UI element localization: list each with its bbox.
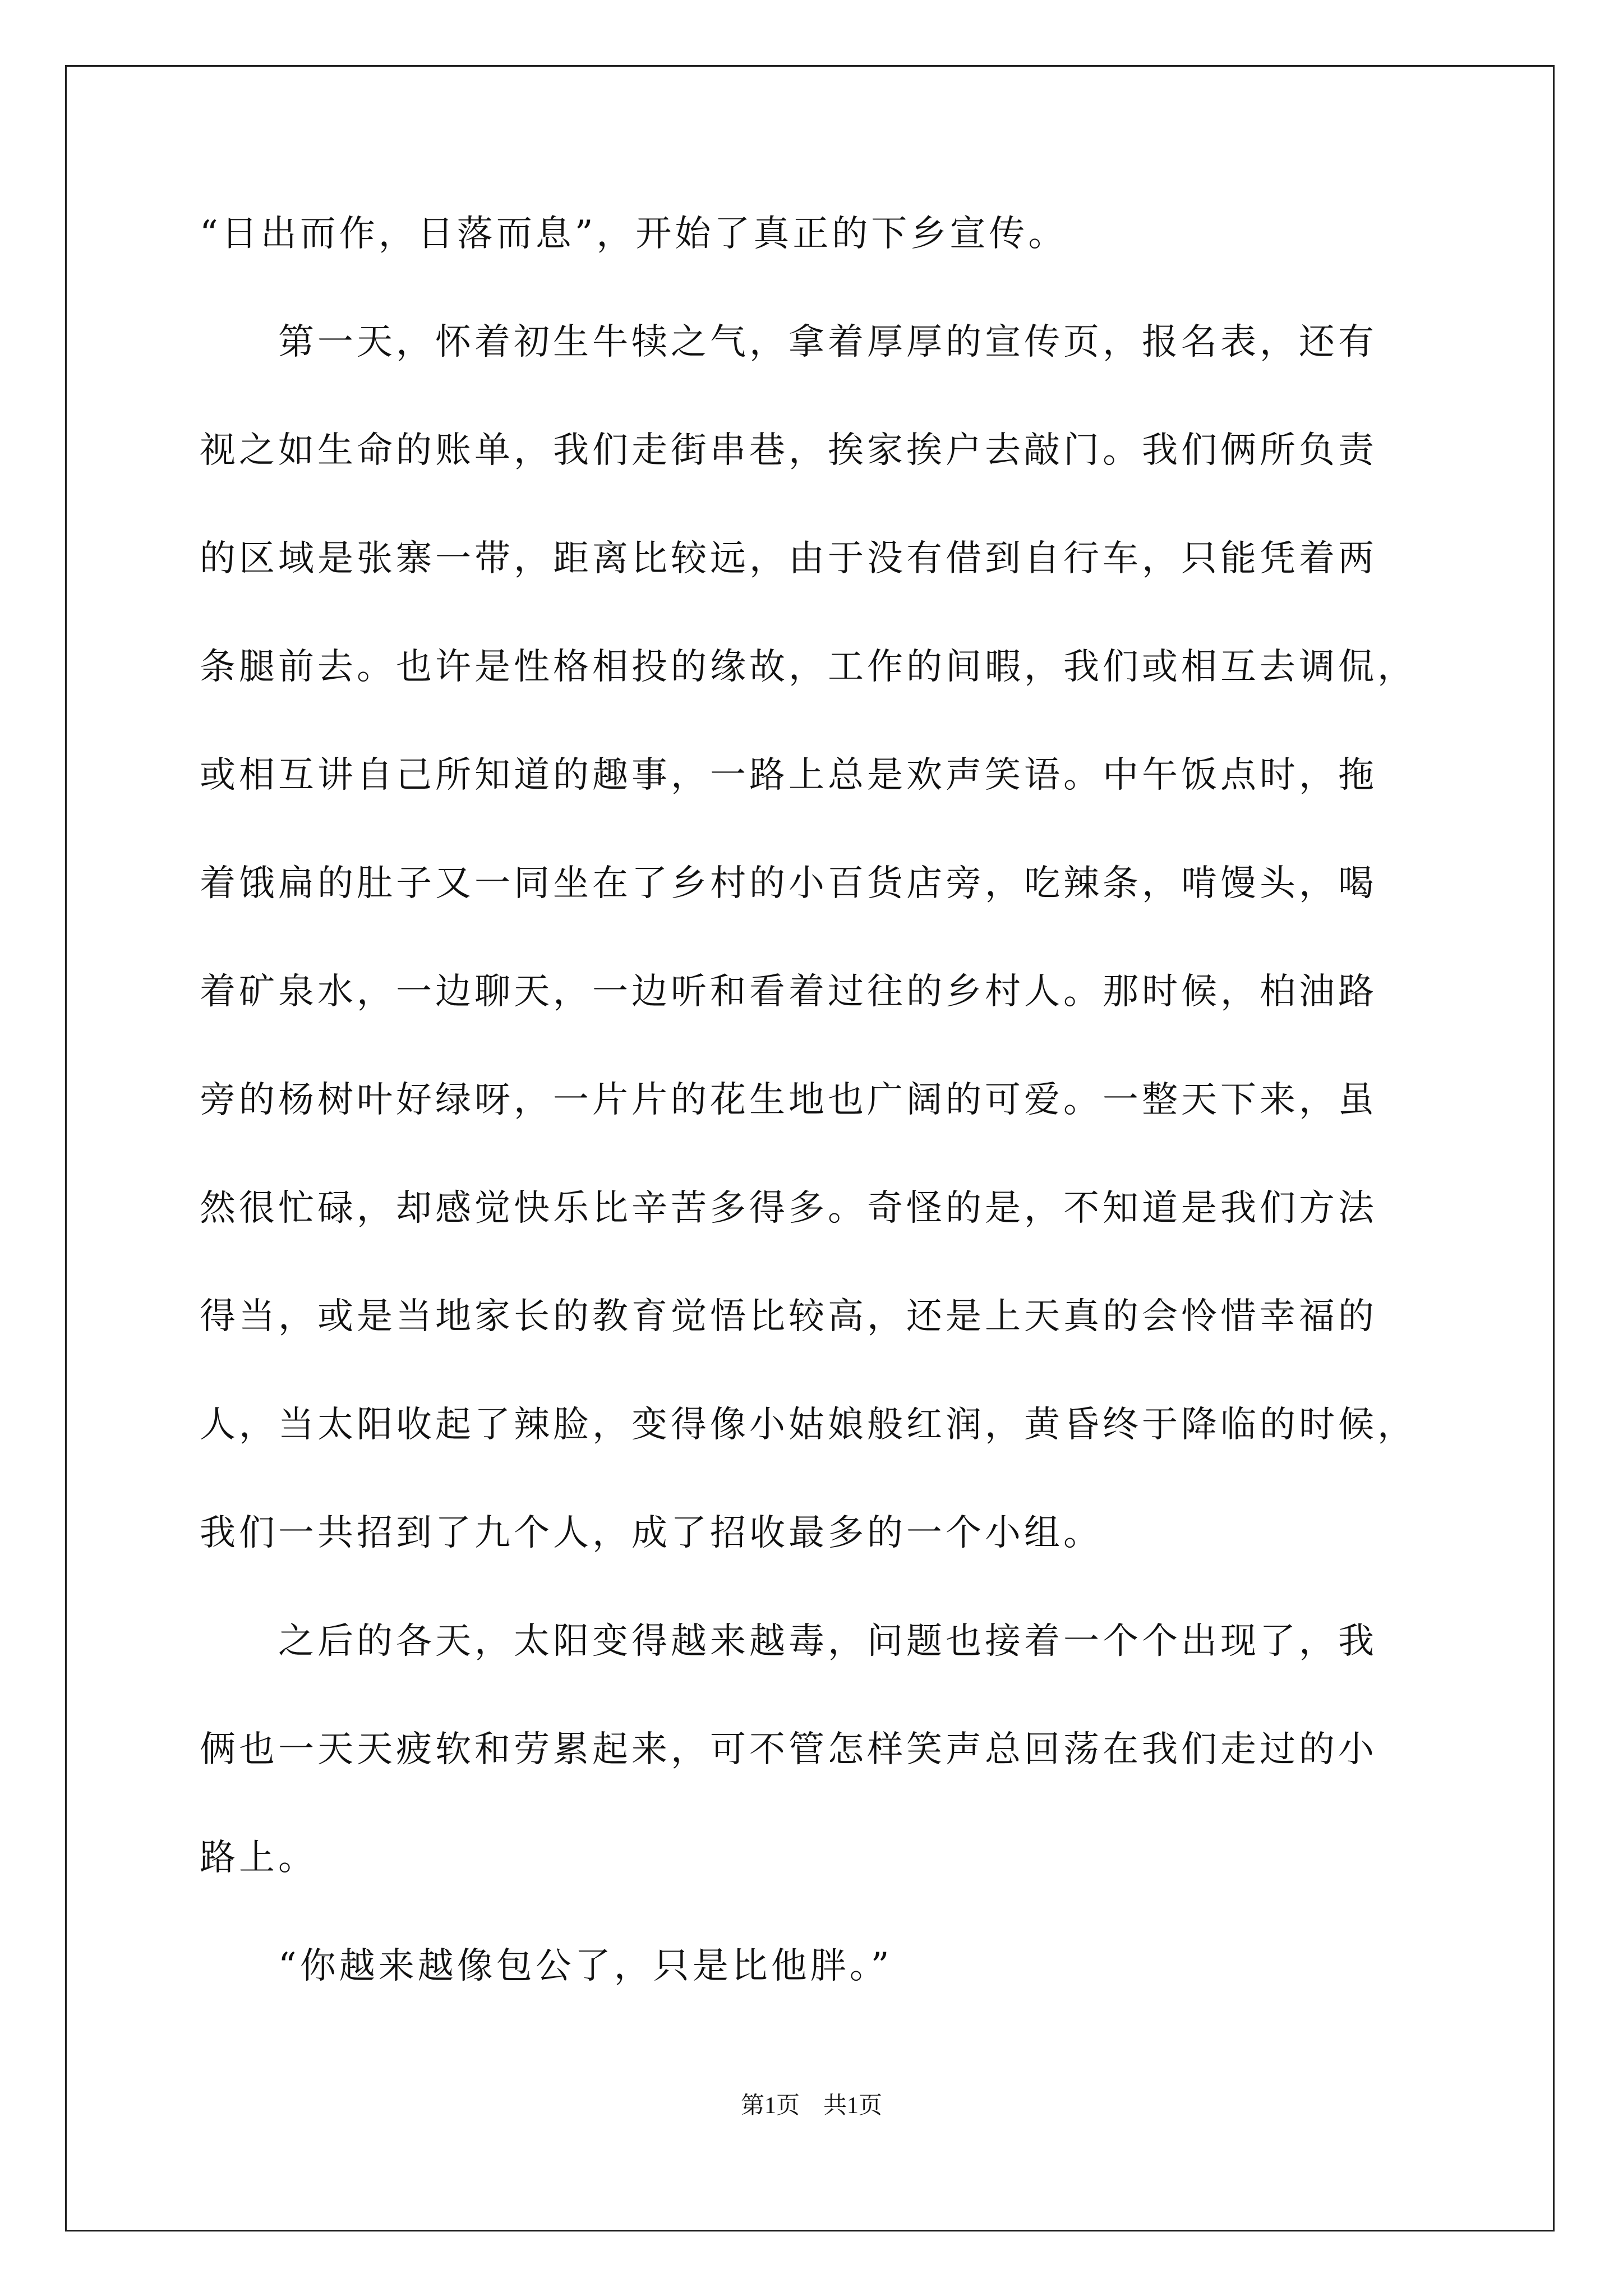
text-line: 得当，或是当地家长的教育觉悟比较高，还是上天真的会怜惜幸福的 [200,1296,1377,1337]
text-line: 俩也一天天疲软和劳累起来，可不管怎样笑声总回荡在我们走过的小 [200,1729,1377,1770]
text-line: 着矿泉水，一边聊天，一边听和看着过往的乡村人。那时候，柏油路 [200,971,1377,1013]
text-line: “日出而作，日落而息”，开始了真正的下乡宣传。 [200,213,1068,255]
text-line: 我们一共招到了九个人，成了招收最多的一个小组。 [200,1512,1103,1554]
text-line: 路上。 [200,1837,317,1879]
text-line: 视之如生命的账单，我们走街串巷，挨家挨户去敲门。我们俩所负责 [200,430,1377,471]
text-line: “你越来越像包公了，只是比他胖。” [200,1945,893,1987]
text-line: 然很忙碌，却感觉快乐比辛苦多得多。奇怪的是，不知道是我们方法 [200,1188,1377,1229]
text-line: 条腿前去。也许是性格相投的缘故，工作的间暇，我们或相互去调侃， [200,646,1417,688]
text-line: 之后的各天，太阳变得越来越毒，问题也接着一个个出现了，我 [200,1621,1377,1662]
text-line: 或相互讲自己所知道的趣事，一路上总是欢声笑语。中午饭点时，拖 [200,754,1377,796]
text-line: 第一天，怀着初生牛犊之气，拿着厚厚的宣传页，报名表，还有 [200,321,1377,363]
text-line: 人，当太阳收起了辣脸，变得像小姑娘般红润，黄昏终于降临的时候， [200,1404,1417,1446]
text-line: 旁的杨树叶好绿呀，一片片的花生地也广阔的可爱。一整天下来，虽 [200,1079,1377,1121]
text-line: 着饿扁的肚子又一同坐在了乡村的小百货店旁，吃辣条，啃馒头，喝 [200,863,1377,904]
document-body [200,209,1428,2049]
text-line: 的区域是张寨一带，距离比较远，由于没有借到自行车，只能凭着两 [200,538,1377,579]
page-footer: 第1页 共1页 [740,2093,882,2119]
